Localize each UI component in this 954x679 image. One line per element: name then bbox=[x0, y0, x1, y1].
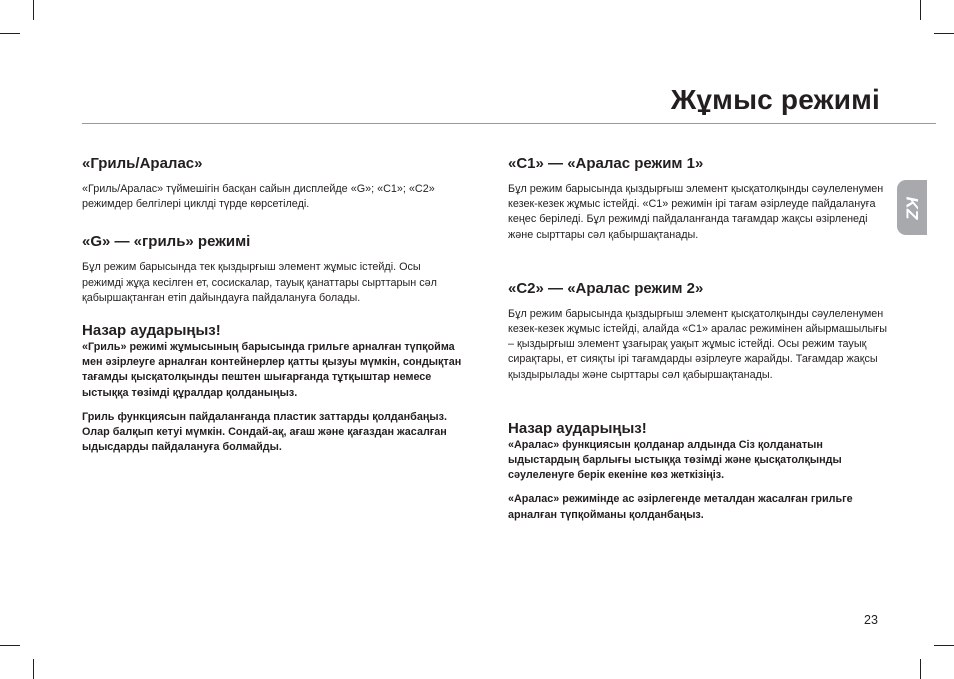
left-column bbox=[82, 154, 462, 455]
page-number: 23 bbox=[864, 613, 878, 627]
warning-heading: Назар аударыңыз! bbox=[508, 419, 647, 437]
language-tab-label: KZ bbox=[901, 196, 921, 219]
crop-mark bbox=[920, 0, 921, 20]
grill-mode-text: Бұл режим барысында тек қыздырғыш элемент жұмыс істейді. Осы режимді жұқа кесілген ет, сосискалар, тауық қанаттары сырттарын сәл қабыршақтанған етіп дайындауға пайдалануға болады. bbox=[82, 261, 437, 304]
crop-mark bbox=[920, 659, 921, 679]
combi2-heading: «C2» — «Аралас режим 2» bbox=[508, 279, 704, 297]
crop-mark bbox=[0, 645, 20, 646]
warning-heading: Назар аударыңыз! bbox=[82, 322, 221, 340]
combi1-text: Бұл режим барысында қыздырғыш элемент қысқатолқынды сәулеленумен кезек-кезек жұмыс істейді. «C1» режимін ірі тағам әзірлеуде пайдалануға кеңес беріледі. Бұл режимді пайдаланғанда тағамдар жақсы әзірленеді және сырттары сәл қабыршақтанады. bbox=[508, 183, 884, 241]
title-divider bbox=[82, 123, 936, 124]
page-title: Жұмыс режимі bbox=[670, 84, 880, 115]
right-column bbox=[508, 154, 888, 523]
crop-mark bbox=[33, 659, 34, 679]
crop-mark bbox=[0, 33, 20, 34]
combi2-text: Бұл режим барысында қыздырғыш элемент қысқатолқынды сәулеленумен кезек-кезек жұмыс істейді, алайда «C1» аралас режимінен айырмашылығы – қыздырғыш элемент ұзағырақ уақыт жұмыс істейді. Осы режим тауық сирақтары, ет сияқты ірі тағамдарды әзірлеуге жарайды. Тағамдар жақсы қыздырылады және сырттары сәл қабыршақтанады. bbox=[508, 307, 887, 381]
crop-mark bbox=[934, 645, 954, 646]
grill-mode-heading: «G» — «гриль» режимі bbox=[82, 233, 251, 251]
warning-text: «Аралас» функциясын қолданар алдында Сіз қолданатын ыдыстардың барлығы ыстыққа төзімді және қысқатолқынды сәулеленуге берік екеніне көз жеткізіңіз. bbox=[508, 438, 842, 482]
combi1-heading: «C1» — «Аралас режим 1» bbox=[508, 155, 704, 172]
warning-text: «Аралас» режимінде ас әзірлегенде металдан жасалған грильге арналған түпқойманы қолданбаңыз. bbox=[508, 493, 853, 521]
grill-combi-text: «Гриль/Аралас» түймешігін басқан сайын дисплейде «G»; «C1»; «C2» режимдер белгілері циклді түрде көрсетіледі. bbox=[82, 183, 435, 211]
grill-combi-heading: «Гриль/Аралас» bbox=[82, 155, 203, 172]
language-tab bbox=[897, 180, 927, 235]
warning-text: «Гриль» режимі жұмысының барысында грильге арналған түпқойма мен әзірлеуге арналған контейнерлер қатты қызуы мүмкін, сондықтан тағамды қысқатолқынды пештен шығарғанда тұтқыштар немесе ыстыққа төзімді құралдар қолданыңыз. bbox=[82, 341, 462, 399]
warning-text: Гриль функциясын пайдаланғанда пластик заттарды қолданбаңыз. Олар балқып кетуі мүмкін. Сондай-ақ, ағаш және қағаздан жасалған ыдысдарды пайдалануға болмайды. bbox=[82, 410, 447, 454]
crop-mark bbox=[934, 33, 954, 34]
crop-mark bbox=[33, 0, 34, 20]
